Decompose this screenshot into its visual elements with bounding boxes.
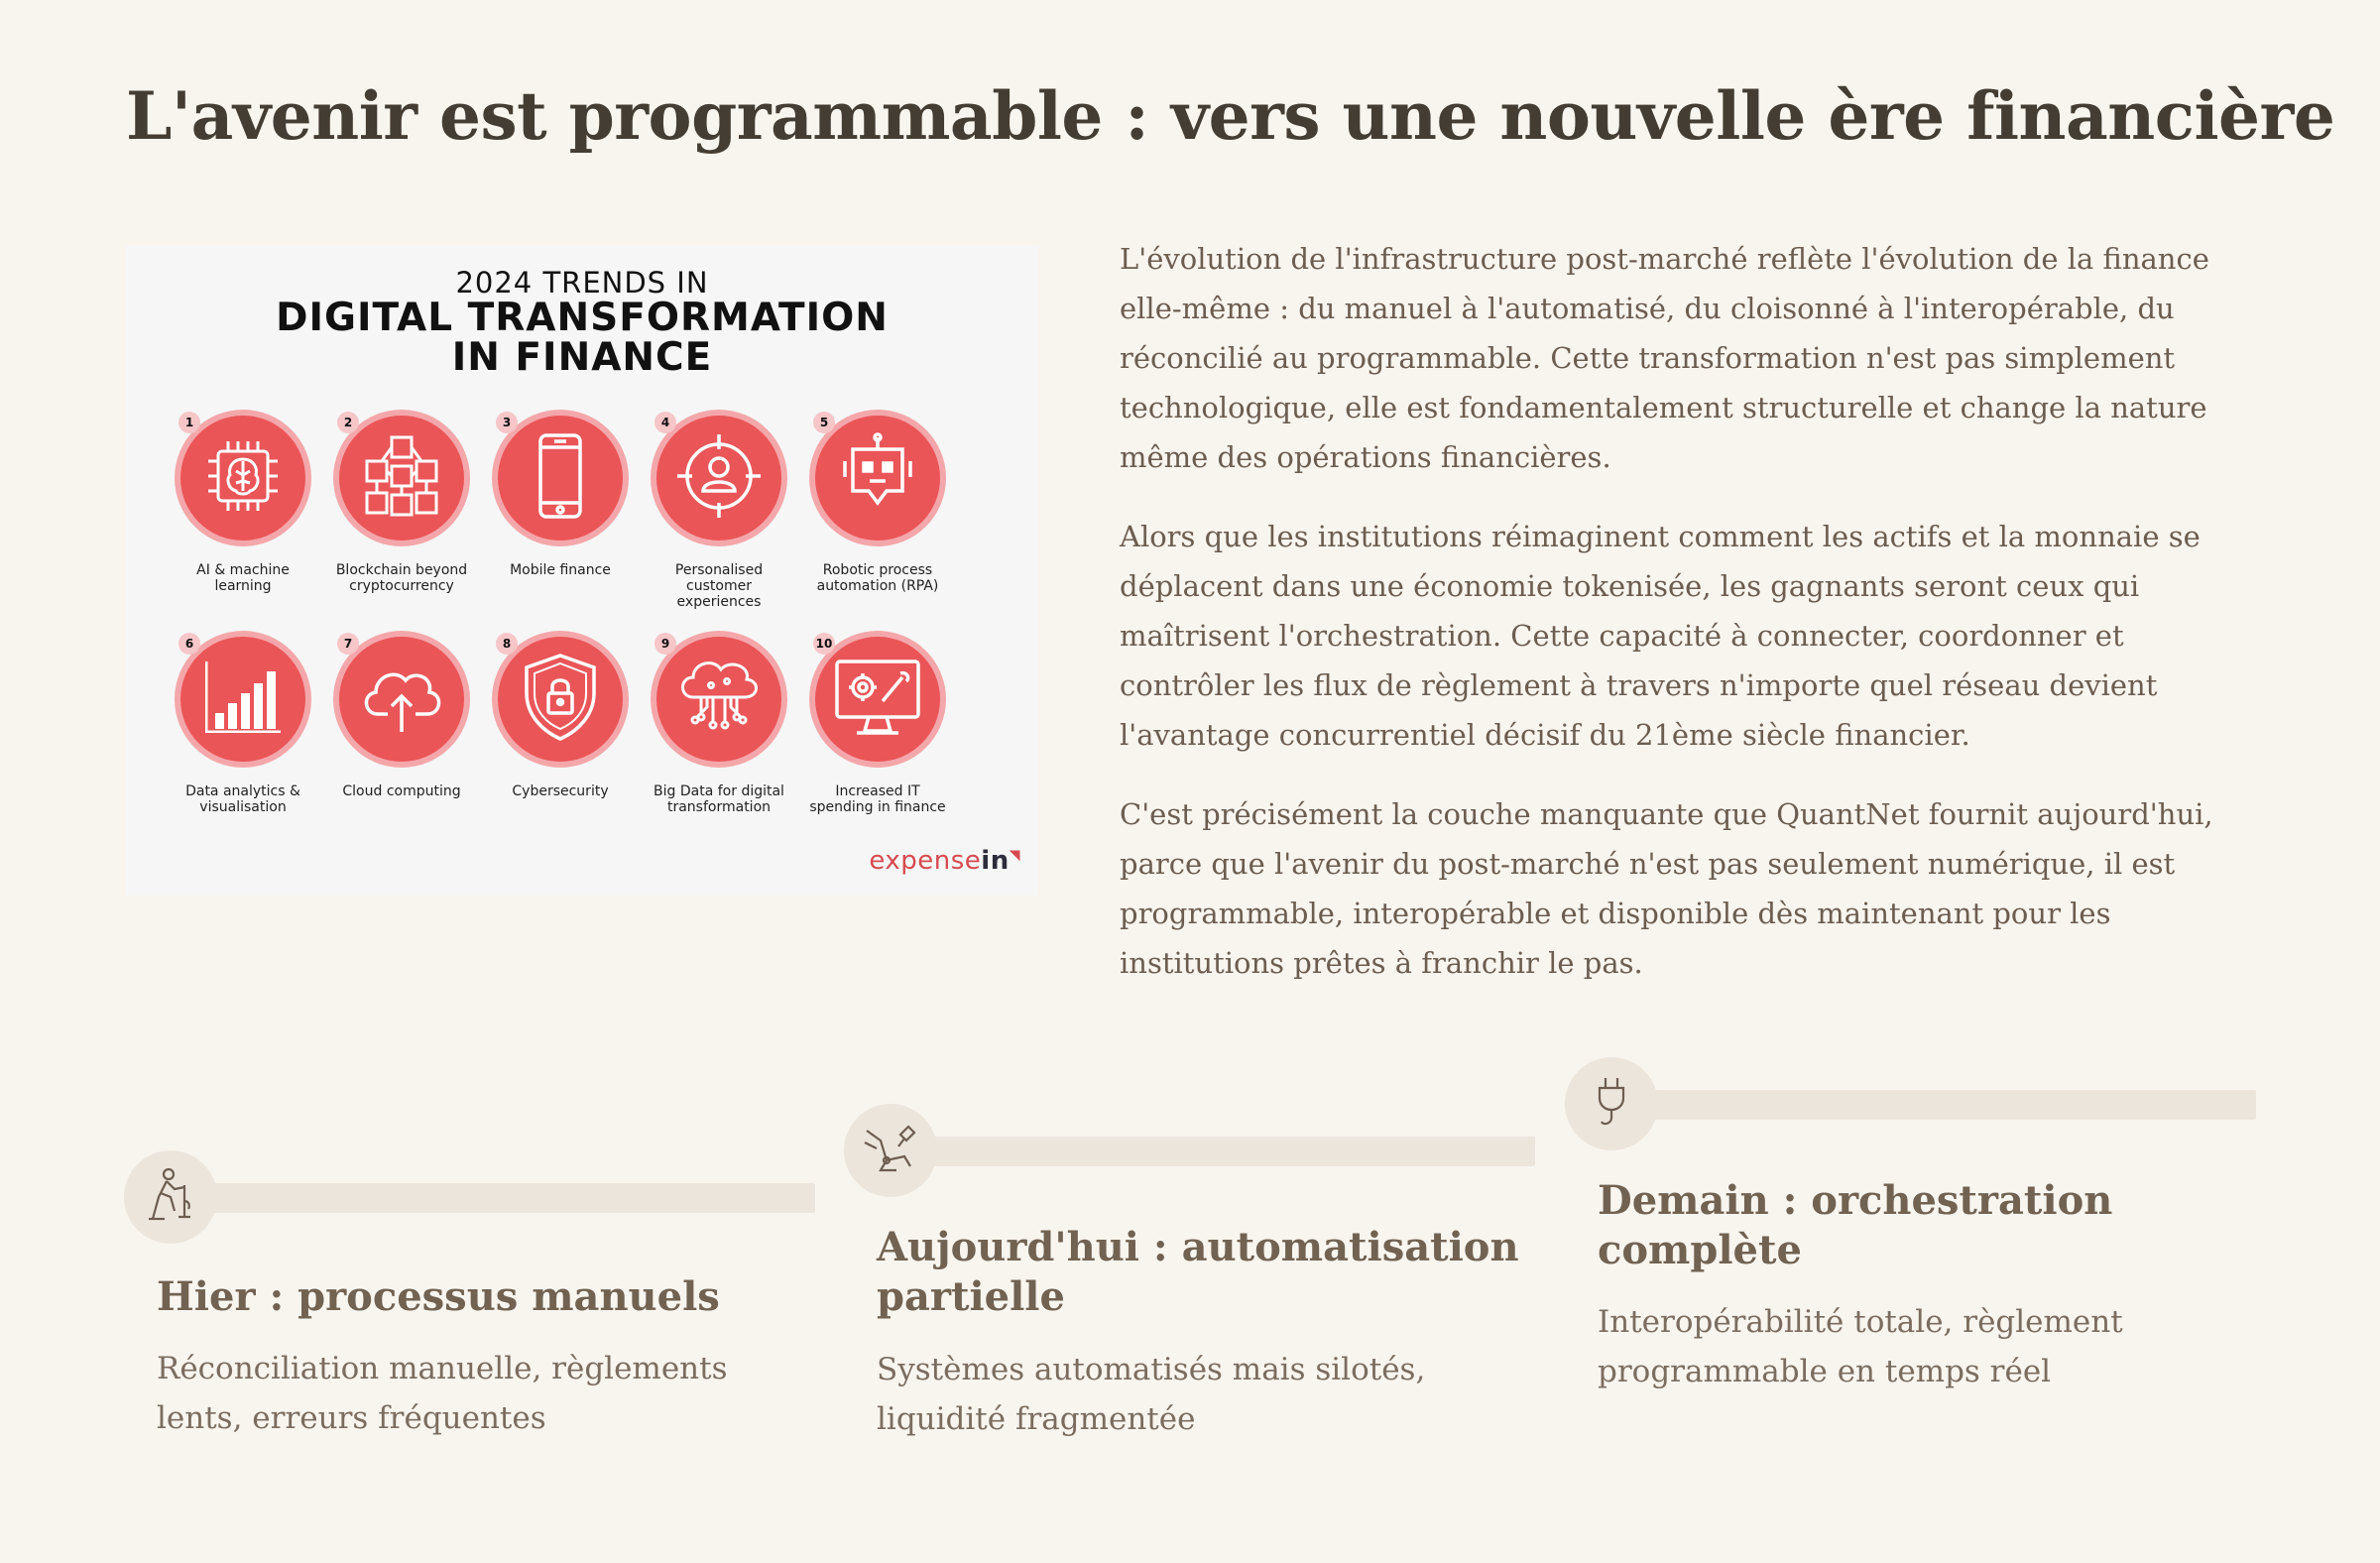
- trend-item: [640, 631, 798, 815]
- cloud-upload-icon: [354, 653, 449, 746]
- timeline-stage-past: [124, 1150, 818, 1448]
- plug-icon: [1592, 1074, 1631, 1134]
- trend-number: 6: [178, 633, 200, 655]
- stage-description: Réconciliation manuelle, règlements lents, erreurs fréquentes: [157, 1351, 728, 1436]
- stage-title: Hier : processus manuels: [157, 1273, 720, 1320]
- trend-label: Big Data for digital transformation: [654, 783, 784, 815]
- timeline-stage-present: [844, 1104, 1538, 1451]
- blockchain-cubes-icon: [357, 431, 446, 525]
- article-body: [1120, 234, 2250, 1018]
- trend-label: Increased IT spending in finance: [809, 783, 946, 815]
- infographic-main-line-2: IN FINANCE: [451, 335, 713, 380]
- robotic-arm-icon: [863, 1123, 918, 1178]
- trend-number: 2: [337, 412, 359, 433]
- trend-item: [164, 631, 322, 815]
- trend-number: 4: [654, 412, 676, 433]
- stage-title: Aujourd'hui : automatisation partielle: [877, 1224, 1519, 1320]
- trend-number: 8: [496, 633, 518, 655]
- paragraph: Alors que les institutions réimaginent comment les actifs et la monnaie se déplacent dans une économie tokenisée, les gagnants seront ceux qui maîtrisent l'orchestration. Cette capacité à connecter, coordonner et contrôler les flux de règlement à travers n'importe quel réseau devient l'avantage concurrentiel décisif du 21ème siècle financier.: [1120, 520, 2201, 752]
- trend-label: Personalised customer experiences: [674, 562, 764, 610]
- trend-item: [798, 410, 957, 594]
- cloud-network-icon: [671, 652, 767, 747]
- trend-item: [481, 631, 640, 799]
- trend-label: Mobile finance: [510, 562, 611, 578]
- paragraph: C'est précisément la couche manquante que QuantNet fournit aujourd'hui, parce que l'avenir du post-marché n'est pas seulement numérique, il est programmable, interopérable et disponible dès maintenant pour les institutions prêtes à franchir le pas.: [1120, 797, 2213, 980]
- timeline-bar: [213, 1183, 815, 1213]
- manual-worker-icon: [145, 1167, 196, 1227]
- user-target-icon: [672, 429, 766, 527]
- infographic-top-line: 2024 TRENDS IN: [455, 266, 709, 300]
- trend-number: 7: [337, 633, 359, 655]
- trend-number: 1: [178, 412, 200, 433]
- monitor-tools-icon: [831, 654, 924, 745]
- trend-item: [322, 631, 481, 799]
- brand-text-a: expense: [869, 846, 982, 876]
- brand-flag-icon: ◥: [1009, 847, 1020, 864]
- trend-item: [640, 410, 798, 610]
- trend-item: [164, 410, 322, 594]
- timeline-bar: [1654, 1090, 2256, 1120]
- trend-number: 3: [496, 412, 518, 433]
- smartphone-icon: [531, 431, 590, 525]
- page-title: L'avenir est programmable : vers une nouvelle ère financière: [126, 77, 2335, 155]
- trend-item: [798, 631, 957, 815]
- trend-label: Cloud computing: [342, 783, 461, 799]
- brand-text-b: in: [981, 846, 1010, 876]
- ai-chip-icon: [200, 433, 286, 523]
- trend-label: Cybersecurity: [512, 783, 609, 799]
- bar-chart-icon: [201, 658, 285, 741]
- trend-item: [322, 410, 481, 594]
- robot-icon: [833, 431, 922, 525]
- timeline-bar: [933, 1137, 1535, 1166]
- trend-number: 10: [813, 633, 835, 655]
- trend-number: 5: [813, 412, 835, 433]
- trend-label: Robotic process automation (RPA): [816, 562, 939, 594]
- trend-item: [481, 410, 640, 578]
- stage-title: Demain : orchestration complète: [1598, 1177, 2113, 1273]
- timeline-stage-future: [1565, 1057, 2259, 1404]
- trend-label: Blockchain beyond cryptocurrency: [335, 562, 468, 594]
- digital-transformation-infographic: [126, 246, 1038, 896]
- expensein-logo: [869, 846, 1020, 876]
- shield-lock-icon: [519, 652, 602, 747]
- trend-label: AI & machine learning: [196, 562, 290, 594]
- stage-description: Systèmes automatisés mais silotés, liquidité fragmentée: [877, 1352, 1426, 1437]
- paragraph: L'évolution de l'infrastructure post-marché reflète l'évolution de la finance elle-même : du manuel à l'automatisé, du cloisonné à l'interopérable, du réconcilié au programmable. Cette transformation n'est pas simplement technologique, elle est fondamentalement structurelle et change la nature même des opérations financières.: [1120, 242, 2209, 474]
- stage-description: Interopérabilité totale, règlement programmable en temps réel: [1598, 1304, 2123, 1389]
- trend-number: 9: [654, 633, 676, 655]
- infographic-main-line-1: DIGITAL TRANSFORMATION: [276, 296, 889, 340]
- trend-label: Data analytics & visualisation: [185, 783, 300, 815]
